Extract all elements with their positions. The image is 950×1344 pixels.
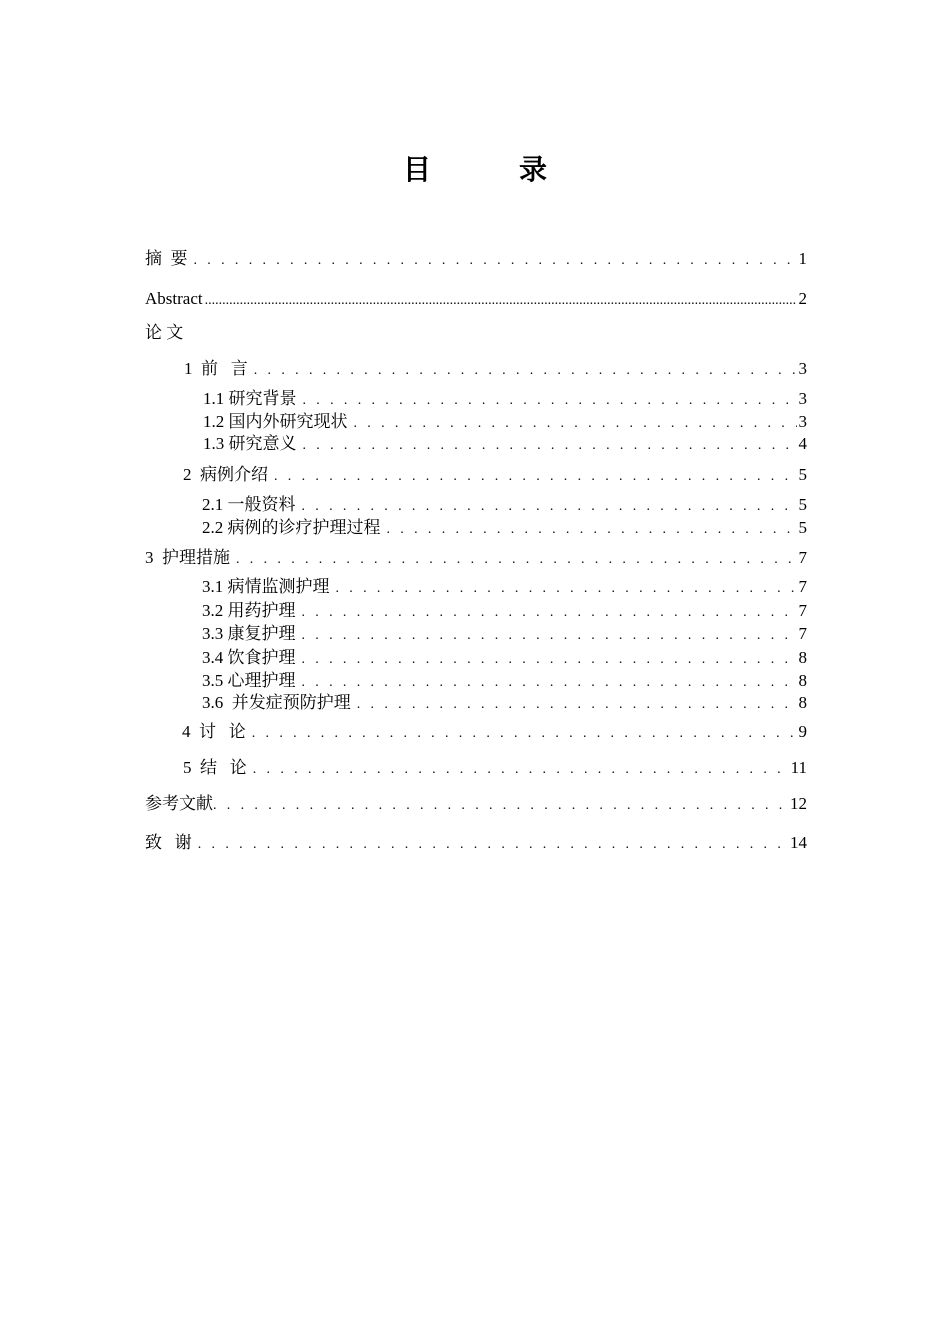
toc-leader — [194, 250, 797, 272]
toc-entry-page: 5 — [798, 465, 807, 484]
toc-entry-3-1[interactable] — [202, 576, 807, 598]
toc-entry-label: 1.3 研究意义 — [203, 434, 297, 453]
toc-leader — [302, 625, 797, 647]
toc-entry-label: 3.4 饮食护理 — [202, 648, 296, 667]
toc-leader — [254, 360, 797, 382]
toc-entry-page: 5 — [798, 518, 807, 537]
toc-entry-4[interactable] — [182, 721, 807, 743]
toc-leader — [336, 578, 797, 600]
toc-leader — [302, 672, 797, 694]
toc-entry-label: 5 结 论 — [183, 758, 247, 777]
toc-entry-3[interactable] — [145, 547, 807, 569]
toc-leader — [205, 290, 797, 312]
toc-entry-2-2[interactable] — [202, 517, 807, 539]
toc-leader — [198, 834, 788, 856]
toc-entry-label: 1.2 国内外研究现状 — [203, 412, 348, 431]
toc-entry-label: 2.2 病例的诊疗护理过程 — [202, 518, 381, 537]
toc-entry-label: 1.1 研究背景 — [203, 389, 297, 408]
toc-entry-label: 1 前 言 — [184, 359, 248, 378]
toc-entry-label: 参考文献 — [145, 794, 213, 813]
toc-entry-abstract-cn[interactable] — [145, 248, 807, 270]
toc-entry-label: 3.6 并发症预防护理 — [202, 693, 351, 712]
toc-leader — [354, 413, 797, 435]
toc-entry-3-6[interactable] — [202, 692, 807, 714]
toc-title: 目 录 — [402, 153, 577, 186]
toc-leader — [302, 496, 797, 518]
toc-entry-acknowledgements[interactable] — [145, 832, 807, 854]
toc-entry-page: 8 — [798, 648, 807, 667]
toc-entry-label: 3.2 用药护理 — [202, 601, 296, 620]
toc-entry-1-3[interactable] — [203, 433, 807, 455]
toc-entry-page: 3 — [798, 412, 807, 431]
toc-leader — [303, 435, 797, 457]
toc-entry-page: 2 — [798, 289, 807, 308]
toc-entry-3-4[interactable] — [202, 647, 807, 669]
toc-entry-label: 2 病例介绍 — [183, 465, 268, 484]
toc-leader — [387, 519, 797, 541]
toc-entry-label: 摘 要 — [145, 249, 188, 268]
toc-leader — [253, 759, 789, 781]
toc-entry-page: 14 — [790, 833, 807, 852]
toc-entry-page: 3 — [798, 359, 807, 378]
toc-section-heading: 论 文 — [145, 323, 184, 342]
toc-entry-page: 7 — [798, 548, 807, 567]
toc-entry-page: 7 — [798, 601, 807, 620]
toc-entry-label: 4 讨 论 — [182, 722, 246, 741]
toc-entry-5[interactable] — [183, 757, 807, 779]
toc-entry-label: 3.3 康复护理 — [202, 624, 296, 643]
toc-entry-page: 8 — [798, 671, 807, 690]
toc-entry-abstract-en[interactable] — [145, 288, 807, 310]
toc-entry-1[interactable] — [184, 358, 807, 380]
toc-leader — [302, 649, 797, 671]
toc-entry-label: 3.5 心理护理 — [202, 671, 296, 690]
toc-entry-2-1[interactable] — [202, 494, 807, 516]
toc-entry-page: 4 — [798, 434, 807, 453]
toc-entry-3-2[interactable] — [202, 600, 807, 622]
toc-entry-3-3[interactable] — [202, 623, 807, 645]
toc-entry-page: 3 — [798, 389, 807, 408]
toc-entry-label: 3 护理措施 — [145, 548, 230, 567]
toc-entry-label: 致 谢 — [145, 833, 192, 852]
toc-entry-page: 7 — [798, 624, 807, 643]
toc-entry-1-2[interactable] — [203, 411, 807, 433]
toc-entry-page: 7 — [798, 577, 807, 596]
toc-leader — [252, 723, 797, 745]
toc-entry-2[interactable] — [183, 464, 807, 486]
toc-entry-page: 1 — [798, 249, 807, 268]
toc-leader — [213, 795, 788, 817]
toc-entry-page: 11 — [790, 758, 807, 777]
toc-entry-page: 9 — [798, 722, 807, 741]
toc-leader — [302, 602, 797, 624]
toc-entry-references[interactable] — [145, 793, 807, 815]
toc-leader — [274, 466, 797, 488]
toc-entry-label: Abstract — [145, 289, 203, 308]
toc-entry-label: 2.1 一般资料 — [202, 495, 296, 514]
toc-entry-3-5[interactable] — [202, 670, 807, 692]
toc-entry-page: 5 — [798, 495, 807, 514]
toc-entry-page: 8 — [798, 693, 807, 712]
toc-entry-1-1[interactable] — [203, 388, 807, 410]
toc-entry-page: 12 — [790, 794, 807, 813]
toc-leader — [303, 390, 797, 412]
toc-entry-label: 3.1 病情监测护理 — [202, 577, 330, 596]
toc-leader — [236, 549, 797, 571]
toc-leader — [357, 694, 797, 716]
